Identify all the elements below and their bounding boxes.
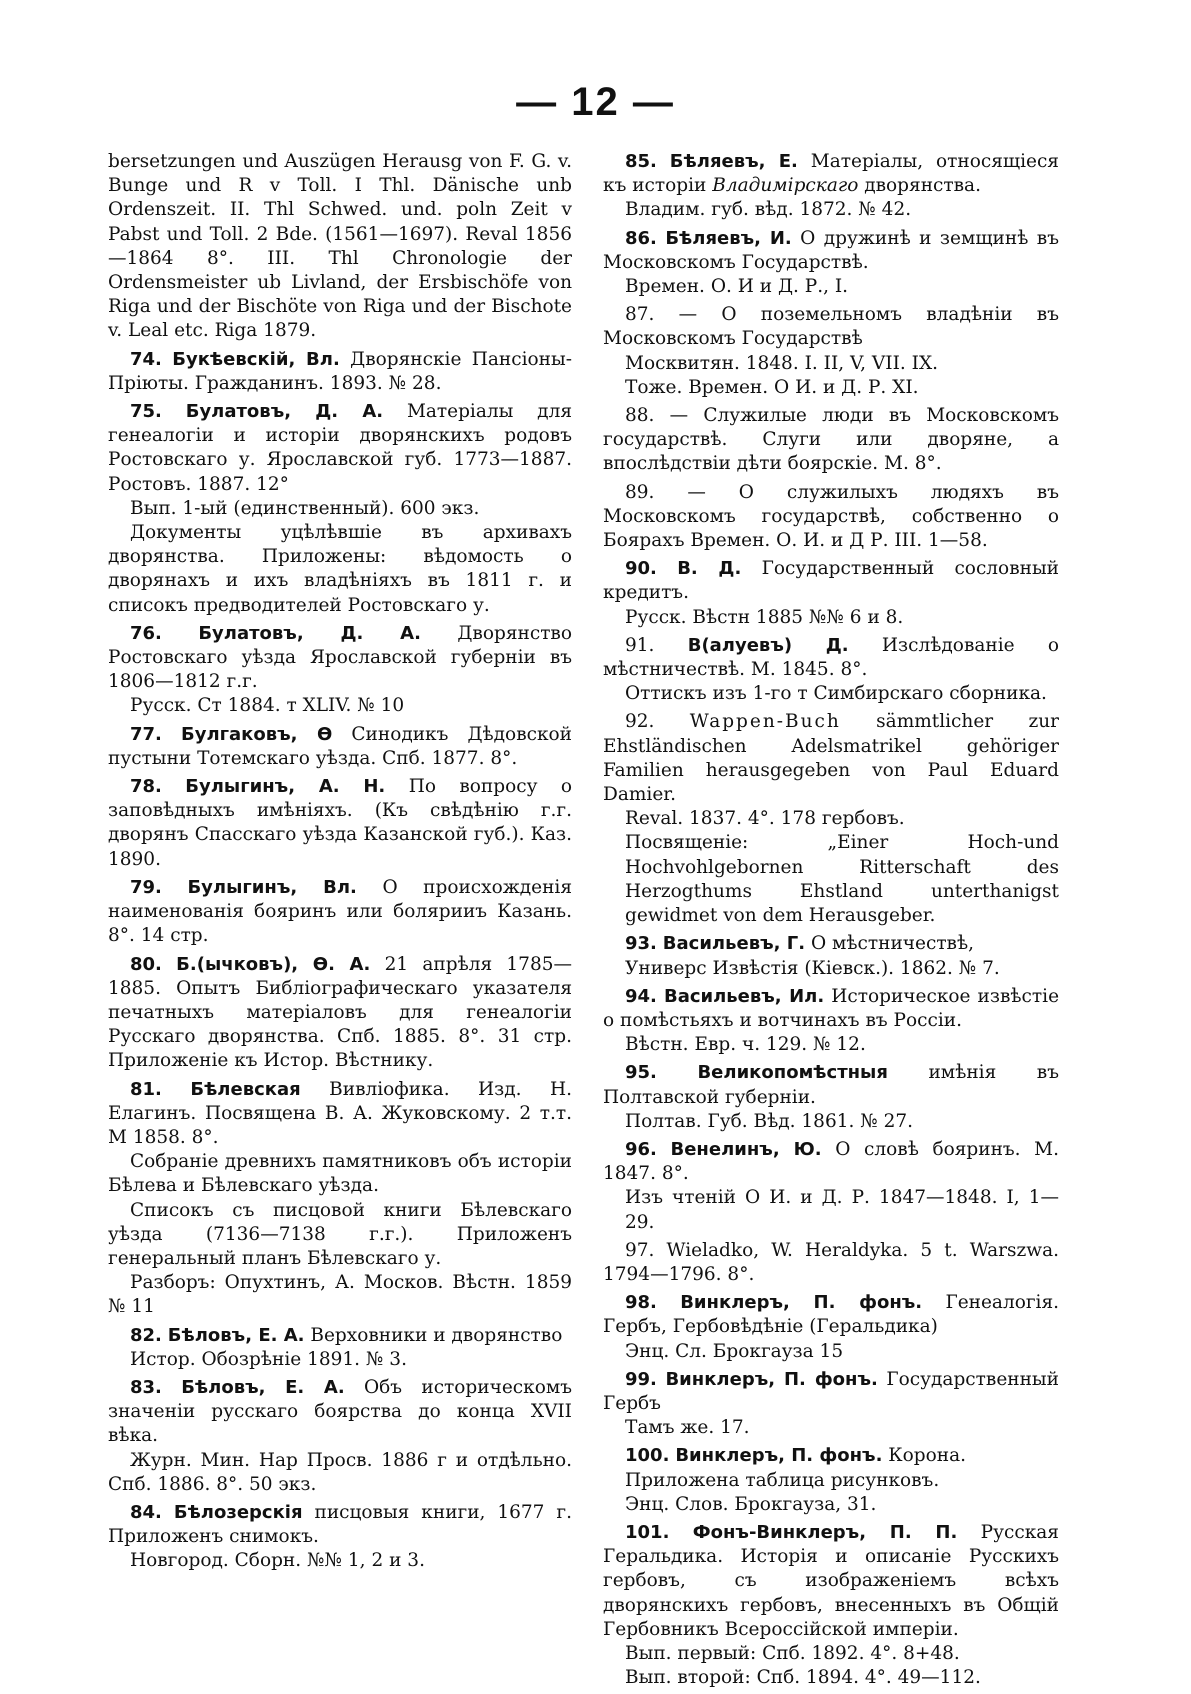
entry-author: Бѣляевъ, И. [665, 227, 792, 249]
entry-81 [108, 1078, 572, 1320]
entry-author: Булыгинъ, А. Н. [185, 776, 386, 798]
entry-source: Русск. Ст 1884. т XLIV. № 10 [130, 695, 405, 717]
entry-text: Изслѣдованіе о мѣстничествѣ. М. 1845. 8°. [603, 634, 1060, 681]
entry-99 [603, 1368, 1059, 1441]
entry-number: 75. [130, 401, 162, 423]
entry-note: Документы уцѣлѣвшіе въ архивахъ дворянства. Приложены: вѣдомость о дворянахъ и ихъ владѣніяхъ въ 1811 г. и списокъ предводителей Ростовскаго у. [108, 522, 572, 616]
entry-number: 79. [130, 876, 162, 898]
entry-text: Матеріалы, относящіеся къ исторіи [603, 151, 1059, 197]
entry-source: Вып. первый: Спб. 1892. 4°. 8+48. [625, 1642, 960, 1664]
entry-author: Винклеръ, П. фонъ. [665, 1368, 878, 1390]
entry-text: О происхожденія наименованія бояринъ или болярииъ Казань. 8°. 14 стр. [108, 876, 573, 947]
entry-text: Государственный Гербъ [603, 1368, 1059, 1414]
entry-number: 92. [625, 711, 655, 733]
entry-author: Васильевъ, Ил. [663, 985, 825, 1007]
entry-text: По вопросу о заповѣдныхъ имѣніяхъ. (Къ свѣдѣнію г.г. дворянъ Спасскаго уѣзда Казанской губ.). Каз. 1890. [108, 776, 573, 870]
entry-source: Новгород. Сборн. №№ 1, 2 и 3. [130, 1550, 425, 1572]
entry-96 [603, 1138, 1059, 1235]
entry-italic-text: Владимірскаго [712, 175, 859, 197]
entry-author: Васильевъ, Г. [662, 933, 806, 955]
entry-number: 86. [625, 227, 657, 249]
entry-76 [108, 622, 572, 719]
entry-note: Оттискъ изъ 1-го т Симбирскаго сборника. [625, 683, 1047, 705]
entry-101 [603, 1521, 1059, 1690]
entry-number: 78. [130, 776, 162, 798]
entry-source: Тамъ же. 17. [625, 1417, 750, 1439]
entry-number: 82. [130, 1324, 162, 1346]
entry-text: Дворянскіе Пансіоны-Пріюты. Гражданинъ. 1893. № 28. [108, 348, 572, 394]
entry-text: имѣнія въ Полтавской губерніи. [603, 1062, 1059, 1108]
entry-75 [108, 400, 572, 618]
entry-82 [108, 1324, 572, 1372]
entry-author: Венелинъ, Ю. [670, 1138, 822, 1160]
entry-note: Приложена таблица рисунковъ. [625, 1469, 940, 1491]
entry-text: дворянства. [864, 175, 981, 197]
entry-source: Изъ чтеній О И. и Д. Р. 1847—1848. I, 1—29. [625, 1187, 1059, 1233]
entry-author: Фонъ-Винклеръ, П. П. [692, 1521, 958, 1543]
entry-source: Энц. Сл. Брокгауза 15 [625, 1340, 844, 1362]
entry-73-continuation [108, 150, 572, 344]
entry-text: Государственный сословный кредитъ. [603, 558, 1059, 604]
entry-text: Матеріалы для генеалогіи и исторіи дворянскихъ родовъ Ростовскаго у. Ярославской губ. 1773—1887. Ростовъ. 1887. 12° [108, 401, 572, 495]
entry-80 [108, 953, 572, 1074]
entry-number: 95. [625, 1062, 657, 1084]
entry-97 [603, 1239, 1059, 1287]
entry-note: Собраніе древнихъ памятниковъ объ исторіи Бѣлева и Бѣлевскаго уѣзда. [108, 1151, 572, 1197]
entry-author: В. Д. [677, 558, 742, 580]
entry-88 [603, 404, 1059, 477]
entry-number: 87. [625, 304, 655, 326]
entry-number: 100. [625, 1445, 670, 1467]
entry-number: 81. [130, 1078, 162, 1100]
entry-number: 99. [625, 1368, 657, 1390]
entry-note: Вып. 1-ый (единственный). 600 экз. [130, 497, 480, 519]
entry-number: 94. [625, 985, 657, 1007]
entry-text: Русская Геральдика. Исторія и описаніе Русскихъ гербовъ, съ изображеніемъ всѣхъ дворянскихъ гербовъ, внесенныхъ въ Общій Гербовникъ Всероссійской имперіи. [603, 1521, 1059, 1640]
entry-93 [603, 932, 1059, 980]
entry-source: Полтав. Губ. Вѣд. 1861. № 27. [625, 1110, 914, 1132]
entry-text: О словѣ бояринъ. М. 1847. 8°. [603, 1138, 1059, 1185]
entry-87 [603, 303, 1059, 400]
entry-spaced-title: Wappen-Buch [689, 711, 841, 733]
entry-author: В(алуевъ) Д. [687, 634, 849, 656]
entry-number: 83. [130, 1376, 162, 1398]
entry-text: — О служилыхъ людяхъ въ Московскомъ государствѣ, собственно о Боярахъ Времен. О. И. и Д Р. III. 1—58. [603, 481, 1059, 552]
entry-number: 98. [625, 1292, 657, 1314]
entry-text: sämmtlicher zur Ehstländischen Adelsmatrikel gehöriger Familien herausgegeben von Paul Eduard Damier. [603, 711, 1059, 806]
entry-source: Владим. губ. вѣд. 1872. № 42. [625, 199, 912, 221]
entry-number: 74. [130, 348, 162, 370]
entry-source: Времен. О. И и Д. Р., I. [625, 276, 849, 298]
entry-91 [603, 634, 1059, 707]
entry-author: Бѣлозерскія [173, 1501, 303, 1523]
entry-number: 101. [625, 1521, 670, 1543]
entry-89 [603, 481, 1059, 554]
entry-source: Разборъ: Опухтинъ, А. Москов. Вѣстн. 1859 № 11 [108, 1272, 572, 1318]
entry-author: Великопомѣстныя [697, 1062, 888, 1084]
entry-94 [603, 985, 1059, 1058]
entry-author: Булгаковъ, Ѳ [180, 723, 333, 745]
entry-number: 93. [625, 933, 657, 955]
entry-number: 88. [625, 405, 655, 427]
entry-text: Дворянство Ростовскаго уѣзда Ярославской губерніи въ 1806—1812 г.г. [108, 622, 572, 693]
entry-92 [603, 710, 1059, 928]
entry-83 [108, 1376, 572, 1497]
entry-number: 89. [625, 481, 655, 503]
entry-author: Букѣевскій, Вл. [172, 348, 340, 370]
entry-author: Бѣловъ, Е. А. [181, 1376, 345, 1398]
entry-author: Булатовъ, Д. А. [185, 401, 384, 423]
entry-source: Журн. Мин. Нар Просв. 1886 г и отдѣльно. Спб. 1886. 8°. 50 экз. [108, 1449, 572, 1495]
entry-number: 76. [130, 622, 162, 644]
entry-98 [603, 1291, 1059, 1364]
entry-text: Корона. [888, 1445, 966, 1467]
right-column [603, 150, 1059, 1694]
entry-95 [603, 1061, 1059, 1134]
page-number: — 12 — [516, 80, 675, 124]
entry-84 [108, 1501, 572, 1574]
entry-text: bersetzungen und Auszügen Herausg von F. G. v. Bunge und R v Toll. I Thl. Dänische unb Ordenszeit. II. Thl Schwed. und. poln Zeit v Pabst und Toll. 2 Bde. (1561—1697). Reval 1856—1864 8°. III. Thl Chronologie der Ordensmeister ub Livland, der Ersbischöfe von Riga und der Bischöte von Riga und der Bischote v. Leal etc. Riga 1879. [108, 151, 572, 342]
entry-text: Историческое извѣстіе о помѣстьяхъ и вотчинахъ въ Россіи. [603, 985, 1060, 1031]
entry-number: 77. [130, 723, 162, 745]
entry-number: 90. [625, 558, 657, 580]
left-column [108, 150, 572, 1578]
entry-86 [603, 227, 1059, 300]
entry-author: Винклеръ, П. фонъ. [675, 1445, 883, 1467]
entry-text: — О поземельномъ владѣніи въ Московскомъ Государствѣ [603, 304, 1059, 350]
entry-text: Генеалогія. Гербъ, Гербовѣдѣніе (Геральдика) [603, 1292, 1060, 1338]
entry-source: Вып. второй: Спб. 1894. 4°. 49—112. [625, 1667, 981, 1689]
entry-90 [603, 557, 1059, 630]
entry-79 [108, 876, 572, 949]
entry-number: 97. [625, 1239, 655, 1261]
entry-number: 91. [625, 634, 655, 656]
entry-number: 80. [130, 953, 162, 975]
entry-source: Москвитян. 1848. I. II, V, VII. IX. [625, 352, 939, 374]
entry-74 [108, 348, 572, 396]
entry-text: писцовыя книги, 1677 г. Приложенъ снимокъ. [108, 1501, 572, 1548]
entry-text: Объ историческомъ значеніи русскаго боярства до конца XVII вѣка. [108, 1376, 572, 1447]
entry-100 [603, 1444, 1059, 1517]
entry-source: Универс Извѣстія (Кіевск.). 1862. № 7. [625, 957, 1000, 979]
entry-author: Бѣляевъ, Е. [669, 151, 798, 172]
entry-text: — Служилые люди въ Московскомъ государствѣ. Слуги или дворяне, а впослѣдствіи дѣти боярскіе. М. 8°. [603, 405, 1059, 475]
entry-text: О мѣстничествѣ, [810, 933, 975, 955]
entry-author: Булатовъ, Д. А. [198, 622, 421, 644]
entry-number: 84. [130, 1501, 162, 1523]
entry-note: Посвященіе: „Einer Hoch-und Hochvohlgebornen Ritterschaft des Herzogthums Ehstland unterthanigst gewidmet von dem Herausgeber. [625, 832, 1059, 927]
entry-source: Русск. Вѣстн 1885 №№ 6 и 8. [625, 606, 904, 628]
entry-author: Б.(ычковъ), Ѳ. А. [176, 953, 371, 975]
entry-text: Верховники и дворянство [310, 1324, 563, 1346]
entry-author: Винклеръ, П. фонъ. [680, 1292, 923, 1314]
entry-77 [108, 723, 572, 771]
entry-source: Тоже. Времен. О И. и Д. Р. XI. [625, 376, 919, 398]
entry-text: О дружинѣ и земщинѣ въ Московскомъ Государствѣ. [603, 227, 1059, 273]
entry-85 [603, 150, 1059, 223]
entry-note: Списокъ съ писцовой книги Бѣлевскаго уѣзда (7136—7138 г.г.). Приложенъ генеральный планъ Бѣлевскаго у. [108, 1199, 572, 1269]
entry-source: Энц. Слов. Брокгауза, 31. [625, 1493, 877, 1515]
entry-text: Синодикъ Дѣдовской пустыни Тотемскаго уѣзда. Спб. 1877. 8°. [108, 723, 572, 769]
entry-number: 96. [625, 1138, 657, 1160]
entry-source: Reval. 1837. 4°. 178 гербовъ. [625, 808, 905, 830]
entry-text: 21 апрѣля 1785—1885. Опытъ Библіографическаго указателя печатныхъ матеріаловъ для генеалогіи Русскаго дворянства. Спб. 1885. 8°. 31 стр. Приложеніе къ Истор. Вѣстнику. [108, 953, 572, 1072]
entry-78 [108, 775, 572, 872]
entry-text: Wieladko, W. Heraldyka. 5 t. Warszwa. 1794—1796. 8°. [603, 1239, 1059, 1285]
entry-source: Истор. Обозрѣніе 1891. № 3. [130, 1348, 407, 1370]
entry-author: Бѣлевская [190, 1078, 301, 1100]
entry-number: 85. [625, 151, 657, 172]
entry-author: Булыгинъ, Вл. [187, 876, 357, 898]
entry-author: Бѣловъ, Е. А. [167, 1324, 305, 1346]
entry-source: Вѣстн. Евр. ч. 129. № 12. [625, 1034, 866, 1056]
entry-text: Вивліофика. Изд. Н. Елагинъ. Посвящена В. А. Жуковскому. 2 т.т. М 1858. 8°. [108, 1078, 572, 1148]
